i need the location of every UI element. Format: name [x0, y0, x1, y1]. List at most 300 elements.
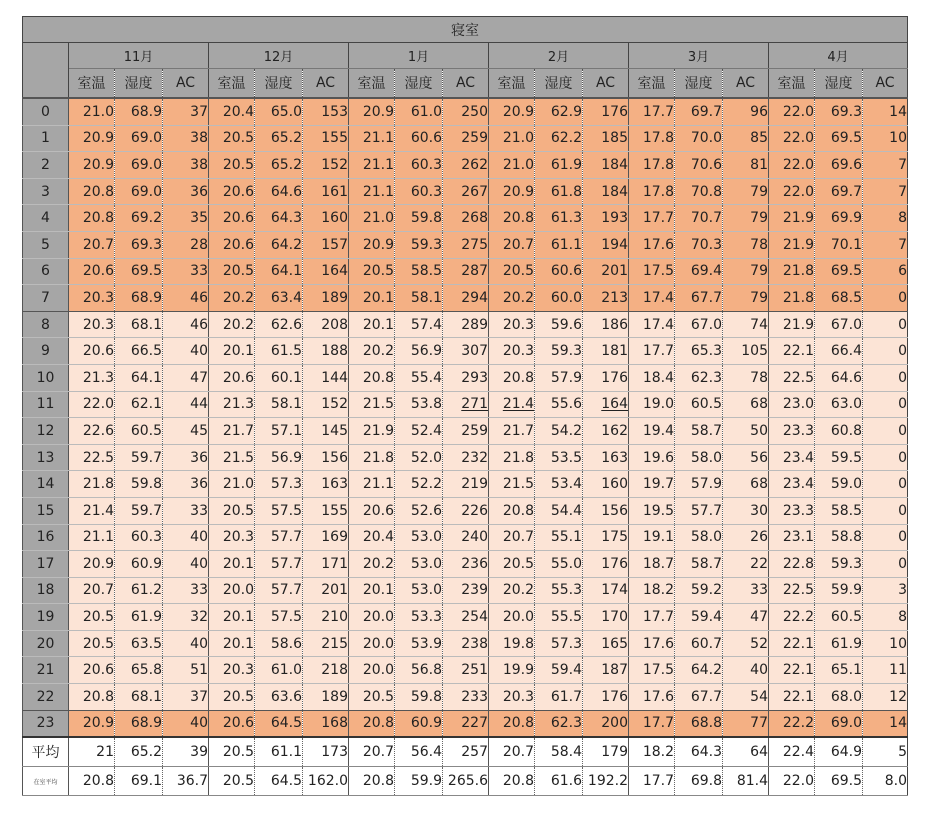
- table-row: [23, 684, 908, 711]
- cell-value: 184: [601, 183, 628, 200]
- ac-cell: [723, 444, 769, 471]
- ac-cell: 265.6: [443, 767, 489, 796]
- ac-cell: [583, 178, 629, 205]
- cell-value: 20.7: [82, 582, 114, 599]
- cell-value: 0: [898, 396, 907, 413]
- summary-row: [23, 737, 908, 767]
- cell-value: 65.2: [270, 156, 302, 173]
- cell-value: 52.2: [410, 476, 442, 493]
- ac-cell: [443, 338, 489, 365]
- cell-value: 68.9: [130, 289, 162, 306]
- humidity-cell: [395, 657, 443, 684]
- cell-value: 226: [461, 502, 488, 519]
- humidity-cell: [815, 231, 863, 258]
- cell-value: 20.1: [222, 635, 254, 652]
- cell-value: 78: [750, 369, 768, 386]
- ac-cell: [723, 311, 769, 338]
- cell-value: 20.8: [502, 715, 534, 732]
- room-temp-cell: [209, 391, 255, 418]
- cell-value: 21.5: [222, 449, 254, 466]
- humidity-cell: [115, 524, 163, 551]
- cell-value: 21.8: [362, 449, 394, 466]
- cell-value: 79: [750, 263, 768, 280]
- humidity-cell: [255, 231, 303, 258]
- humidity-cell: [815, 364, 863, 391]
- hour-label: 11: [23, 391, 69, 418]
- ac-header: AC: [583, 69, 629, 99]
- room-temp-cell: [69, 497, 115, 524]
- room-temp-cell: [69, 338, 115, 365]
- humidity-cell: [815, 205, 863, 232]
- ac-cell: [583, 285, 629, 312]
- room-temp-cell: [349, 577, 395, 604]
- cell-value: 275: [461, 236, 488, 253]
- cell-value: 68.9: [130, 715, 162, 732]
- room-temp-cell: [769, 98, 815, 125]
- humidity-cell: [255, 630, 303, 657]
- ac-cell: [583, 98, 629, 125]
- room-temp-cell: [349, 311, 395, 338]
- table-row: [23, 205, 908, 232]
- room-temp-header: 室温: [489, 69, 535, 99]
- cell-value: 69.0: [130, 156, 162, 173]
- room-temp-cell: [349, 125, 395, 152]
- room-temp-cell: [69, 684, 115, 711]
- room-temp-cell: [769, 657, 815, 684]
- humidity-cell: [815, 710, 863, 737]
- cell-value: 21.5: [502, 476, 534, 493]
- humidity-cell: [675, 391, 723, 418]
- humidity-cell: [255, 391, 303, 418]
- cell-value: 21.3: [222, 396, 254, 413]
- room-temp-cell: [629, 710, 675, 737]
- cell-value: 65.0: [270, 103, 302, 120]
- cell-value: 64.6: [270, 183, 302, 200]
- room-temp-cell: [769, 497, 815, 524]
- cell-value: 44: [190, 396, 208, 413]
- humidity-cell: [815, 497, 863, 524]
- cell-value: 60.3: [130, 529, 162, 546]
- cell-value: 0: [898, 502, 907, 519]
- room-temp-cell: [69, 231, 115, 258]
- humidity-cell: [815, 178, 863, 205]
- humidity-cell: [535, 630, 583, 657]
- cell-value: 55.1: [550, 529, 582, 546]
- room-temp-cell: [349, 205, 395, 232]
- cell-value: 37: [190, 103, 208, 120]
- room-temp-cell: [69, 630, 115, 657]
- cell-value: 152: [321, 156, 348, 173]
- humidity-cell: [535, 258, 583, 285]
- cell-value: 20.5: [502, 555, 534, 572]
- cell-value: 6: [898, 263, 907, 280]
- hour-header-corner: [23, 43, 69, 99]
- humidity-cell: [115, 338, 163, 365]
- room-temp-cell: [769, 338, 815, 365]
- humidity-cell: [535, 178, 583, 205]
- room-temp-cell: [69, 604, 115, 631]
- room-temp-cell: 20.7: [489, 737, 535, 767]
- cell-value: 219: [461, 476, 488, 493]
- cell-value: 161: [321, 183, 348, 200]
- cell-value: 64.2: [270, 236, 302, 253]
- cell-value: 0: [898, 316, 907, 333]
- cell-value: 21.7: [222, 422, 254, 439]
- humidity-cell: [535, 391, 583, 418]
- room-temp-cell: 18.2: [629, 737, 675, 767]
- cell-value: 59.6: [550, 316, 582, 333]
- cell-value: 170: [601, 609, 628, 626]
- room-temp-cell: [349, 98, 395, 125]
- cell-value: 22: [750, 555, 768, 572]
- cell-value: 67.0: [830, 316, 862, 333]
- cell-value: 22.0: [782, 130, 814, 147]
- humidity-cell: [815, 657, 863, 684]
- cell-value: 17.7: [642, 609, 674, 626]
- room-temp-cell: [489, 258, 535, 285]
- cell-value: 37: [190, 688, 208, 705]
- humidity-cell: [115, 152, 163, 179]
- cell-value: 20.2: [502, 289, 534, 306]
- humidity-cell: [395, 684, 443, 711]
- cell-value: 58.5: [410, 263, 442, 280]
- room-temp-cell: [629, 471, 675, 498]
- humidity-cell: [255, 577, 303, 604]
- cell-value: 21.8: [82, 476, 114, 493]
- hour-label: 7: [23, 285, 69, 312]
- room-temp-header: 室温: [769, 69, 815, 99]
- room-temp-cell: [489, 152, 535, 179]
- cell-value: 208: [321, 316, 348, 333]
- ac-cell: [583, 418, 629, 445]
- room-temp-cell: [209, 684, 255, 711]
- cell-value: 267: [461, 183, 488, 200]
- cell-value: 155: [321, 502, 348, 519]
- cell-value: 61.1: [550, 236, 582, 253]
- cell-value: 20.6: [82, 662, 114, 679]
- cell-value: 69.0: [130, 183, 162, 200]
- cell-value: 21.4: [82, 502, 114, 519]
- cell-value: 60.3: [410, 156, 442, 173]
- room-temp-cell: [209, 710, 255, 737]
- cell-value: 69.7: [690, 103, 722, 120]
- room-temp-cell: [69, 657, 115, 684]
- cell-value: 20.7: [82, 236, 114, 253]
- ac-cell: [723, 178, 769, 205]
- hour-label: 12: [23, 418, 69, 445]
- cell-value: 20.6: [222, 715, 254, 732]
- ac-cell: [583, 364, 629, 391]
- cell-value: 17.8: [642, 156, 674, 173]
- cell-value: 52.6: [410, 502, 442, 519]
- cell-value: 162: [601, 422, 628, 439]
- humidity-cell: [255, 604, 303, 631]
- ac-cell: [163, 710, 209, 737]
- cell-value: 64.3: [270, 210, 302, 227]
- cell-value: 20.2: [222, 316, 254, 333]
- cell-value: 64.2: [690, 662, 722, 679]
- humidity-cell: [535, 524, 583, 551]
- room-temp-cell: [69, 577, 115, 604]
- cell-value: 22.5: [782, 369, 814, 386]
- room-temp-cell: [489, 444, 535, 471]
- cell-value: 69.4: [690, 263, 722, 280]
- room-temp-cell: [209, 231, 255, 258]
- room-temp-cell: 20.5: [209, 767, 255, 796]
- humidity-cell: [115, 551, 163, 578]
- room-temp-cell: [209, 418, 255, 445]
- cell-value: 20.1: [222, 555, 254, 572]
- room-temp-cell: [209, 471, 255, 498]
- cell-value: 17.4: [642, 289, 674, 306]
- cell-value: 163: [321, 476, 348, 493]
- ac-cell: [863, 258, 908, 285]
- room-temp-cell: [629, 98, 675, 125]
- cell-value: 20.6: [222, 369, 254, 386]
- cell-value: 227: [461, 715, 488, 732]
- ac-cell: [863, 152, 908, 179]
- cell-value: 20.6: [222, 183, 254, 200]
- room-temp-cell: [489, 364, 535, 391]
- cell-value: 56: [750, 449, 768, 466]
- ac-cell: [723, 364, 769, 391]
- humidity-cell: 64.9: [815, 737, 863, 767]
- room-temp-cell: [489, 391, 535, 418]
- cell-value: 210: [321, 609, 348, 626]
- cell-value: 19.4: [642, 422, 674, 439]
- cell-value: 20.8: [82, 688, 114, 705]
- cell-value: 62.2: [550, 130, 582, 147]
- cell-value: 33: [750, 582, 768, 599]
- cell-value: 20.0: [362, 662, 394, 679]
- cell-value: 240: [461, 529, 488, 546]
- room-temp-cell: [629, 391, 675, 418]
- cell-value: 176: [601, 369, 628, 386]
- occupied-average-label: 在室平均: [23, 767, 69, 796]
- cell-value: 7: [898, 236, 907, 253]
- humidity-cell: [255, 710, 303, 737]
- cell-value: 22.6: [82, 422, 114, 439]
- ac-cell: [583, 524, 629, 551]
- room-temp-cell: [769, 684, 815, 711]
- cell-value: 185: [601, 130, 628, 147]
- cell-value: 160: [321, 210, 348, 227]
- cell-value: 20.2: [502, 582, 534, 599]
- cell-value: 58.6: [270, 635, 302, 652]
- room-temp-cell: [69, 311, 115, 338]
- ac-cell: [863, 125, 908, 152]
- cell-value: 21.1: [362, 476, 394, 493]
- cell-value: 70.7: [690, 210, 722, 227]
- room-temp-cell: 20.8: [349, 767, 395, 796]
- humidity-cell: [675, 285, 723, 312]
- humidity-cell: 56.4: [395, 737, 443, 767]
- hour-label: 3: [23, 178, 69, 205]
- ac-cell: [163, 125, 209, 152]
- humidity-cell: [535, 657, 583, 684]
- cell-value: 66.4: [830, 343, 862, 360]
- humidity-cell: [255, 657, 303, 684]
- room-temp-cell: [349, 604, 395, 631]
- ac-cell: [583, 338, 629, 365]
- cell-value: 59.8: [410, 688, 442, 705]
- cell-value: 20.3: [222, 529, 254, 546]
- cell-value: 17.6: [642, 688, 674, 705]
- cell-value: 40: [190, 529, 208, 546]
- room-temp-cell: [769, 178, 815, 205]
- humidity-header: 湿度: [675, 69, 723, 99]
- cell-value: 59.0: [830, 476, 862, 493]
- cell-value: 38: [190, 130, 208, 147]
- cell-value: 200: [601, 715, 628, 732]
- humidity-cell: [535, 205, 583, 232]
- cell-value: 19.0: [642, 396, 674, 413]
- room-temp-cell: [629, 258, 675, 285]
- cell-value: 251: [461, 662, 488, 679]
- ac-cell: [723, 152, 769, 179]
- cell-value: 63.5: [130, 635, 162, 652]
- room-temp-cell: [209, 630, 255, 657]
- ac-cell: [303, 391, 349, 418]
- humidity-header: 湿度: [115, 69, 163, 99]
- cell-value: 20.3: [502, 343, 534, 360]
- ac-cell: [583, 311, 629, 338]
- cell-value: 21.9: [782, 316, 814, 333]
- cell-value: 53.3: [410, 609, 442, 626]
- room-temp-cell: [629, 497, 675, 524]
- cell-value: 40: [750, 662, 768, 679]
- humidity-cell: [395, 311, 443, 338]
- ac-cell: [863, 418, 908, 445]
- humidity-cell: [675, 604, 723, 631]
- cell-value: 56.9: [410, 343, 442, 360]
- humidity-cell: [395, 364, 443, 391]
- cell-value: 58.1: [270, 396, 302, 413]
- cell-value: 55.0: [550, 555, 582, 572]
- room-temp-cell: [349, 418, 395, 445]
- humidity-cell: 69.8: [675, 767, 723, 796]
- humidity-cell: [255, 418, 303, 445]
- humidity-cell: [675, 418, 723, 445]
- ac-cell: [303, 311, 349, 338]
- cell-value: 20.5: [222, 130, 254, 147]
- humidity-cell: [815, 471, 863, 498]
- ac-cell: 162.0: [303, 767, 349, 796]
- humidity-cell: [115, 710, 163, 737]
- humidity-cell: [395, 418, 443, 445]
- cell-value: 20.8: [502, 369, 534, 386]
- room-temp-cell: [209, 364, 255, 391]
- room-temp-header: 室温: [349, 69, 395, 99]
- cell-value: 156: [321, 449, 348, 466]
- cell-value: 0: [898, 289, 907, 306]
- ac-cell: [863, 205, 908, 232]
- hour-label: 15: [23, 497, 69, 524]
- room-temp-cell: [769, 630, 815, 657]
- cell-value: 20.0: [222, 582, 254, 599]
- temperature-humidity-table: [22, 16, 908, 796]
- cell-value: 60.3: [410, 183, 442, 200]
- cell-value: 20.1: [222, 609, 254, 626]
- cell-value: 165: [601, 635, 628, 652]
- month-header-apr: 4月: [769, 43, 908, 69]
- cell-value: 53.0: [410, 555, 442, 572]
- cell-value: 55.4: [410, 369, 442, 386]
- cell-value: 20.8: [362, 715, 394, 732]
- cell-value: 58.5: [830, 502, 862, 519]
- humidity-cell: [255, 684, 303, 711]
- ac-cell: [583, 551, 629, 578]
- humidity-cell: [115, 471, 163, 498]
- ac-cell: [163, 205, 209, 232]
- cell-value: 69.6: [830, 156, 862, 173]
- ac-cell: [163, 418, 209, 445]
- ac-cell: [303, 524, 349, 551]
- cell-value: 63.4: [270, 289, 302, 306]
- cell-value: 20.9: [82, 130, 114, 147]
- ac-cell: [443, 604, 489, 631]
- ac-cell: [863, 471, 908, 498]
- ac-cell: [163, 551, 209, 578]
- table-row: [23, 577, 908, 604]
- cell-value: 18.4: [642, 369, 674, 386]
- cell-value: 22.1: [782, 343, 814, 360]
- cell-value: 7: [898, 183, 907, 200]
- ac-cell: [443, 231, 489, 258]
- ac-cell: [863, 710, 908, 737]
- room-temp-cell: [349, 710, 395, 737]
- cell-value: 144: [321, 369, 348, 386]
- ac-cell: [723, 657, 769, 684]
- cell-value: 7: [898, 156, 907, 173]
- table-row: [23, 444, 908, 471]
- cell-value: 52: [750, 635, 768, 652]
- room-temp-cell: [349, 497, 395, 524]
- ac-cell: [583, 258, 629, 285]
- room-temp-cell: [349, 152, 395, 179]
- room-temp-cell: [209, 152, 255, 179]
- humidity-cell: [675, 258, 723, 285]
- ac-cell: [303, 710, 349, 737]
- ac-cell: [863, 551, 908, 578]
- ac-cell: 5: [863, 737, 908, 767]
- hour-label: 0: [23, 98, 69, 125]
- ac-cell: 257: [443, 737, 489, 767]
- cell-value: 254: [461, 609, 488, 626]
- cell-value: 21.9: [782, 210, 814, 227]
- ac-cell: [583, 630, 629, 657]
- cell-value: 20.6: [222, 236, 254, 253]
- cell-value: 20.2: [362, 343, 394, 360]
- room-temp-cell: [349, 338, 395, 365]
- cell-value: 35: [190, 210, 208, 227]
- room-temp-cell: [209, 98, 255, 125]
- ac-cell: 192.2: [583, 767, 629, 796]
- room-temp-cell: [629, 551, 675, 578]
- room-temp-cell: [69, 258, 115, 285]
- ac-cell: [443, 258, 489, 285]
- ac-cell: [863, 364, 908, 391]
- cell-value: 164: [601, 396, 628, 413]
- cell-value: 60.6: [550, 263, 582, 280]
- cell-value: 21.8: [502, 449, 534, 466]
- room-temp-cell: [69, 152, 115, 179]
- humidity-cell: 69.5: [815, 767, 863, 796]
- cell-value: 62.3: [690, 369, 722, 386]
- humidity-cell: [815, 684, 863, 711]
- cell-value: 38: [190, 156, 208, 173]
- cell-value: 77: [750, 715, 768, 732]
